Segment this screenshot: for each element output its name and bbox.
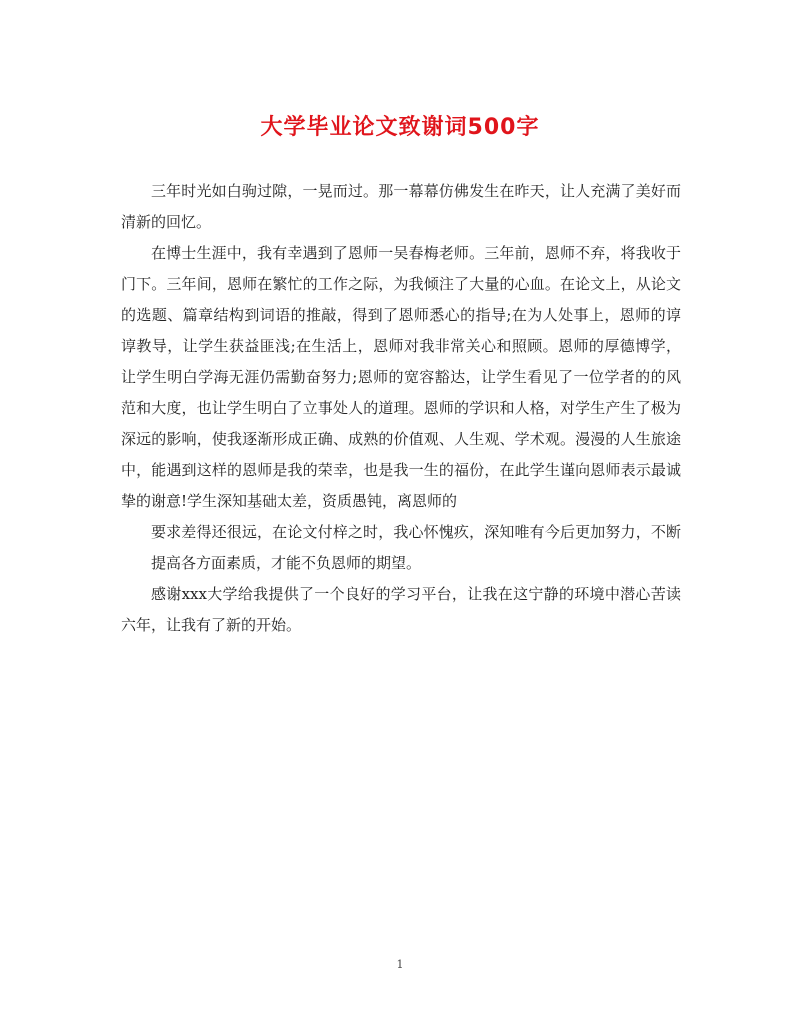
paragraph-4: 感谢xxx大学给我提供了一个良好的学习平台，让我在这宁静的环境中潜心苦读六年，让我有了新的开始。	[121, 585, 681, 634]
document-title: 大学毕业论文致谢词500字	[260, 115, 540, 140]
document-body	[121, 176, 681, 641]
page-number: 1	[396, 958, 404, 971]
paragraph-3: 要求差得还很远，在论文付梓之时，我心怀愧疚，深知唯有今后更加努力，不断提高各方面素质，才能不负恩师的期望。	[151, 523, 681, 572]
paragraph-1: 三年时光如白驹过隙，一晃而过。那一幕幕仿佛发生在昨天，让人充满了美好而清新的回忆。	[121, 182, 681, 231]
paragraph-2: 在博士生涯中，我有幸遇到了恩师一吴春梅老师。三年前，恩师不弃，将我收于门下。三年间，恩师在繁忙的工作之际，为我倾注了大量的心血。在论文上，从论文的选题、篇章结构到词语的推敲，得到了恩师悉心的指导;在为人处事上，恩师的谆谆教导，让学生获益匪浅;在生活上，恩师对我非常关心和照顾。恩师的厚德博学，让学生明白学海无涯仍需勤奋努力;恩师的宽容豁达，让学生看见了一位学者的的风范和大度，也让学生明白了立事处人的道理。恩师的学识和人格，对学生产生了极为深远的影响，使我逐渐形成正确、成熟的价值观、人生观、学术观。漫漫的人生旅途中，能遇到这样的恩师是我的荣幸，也是我一生的福份，在此学生谨向恩师表示最诚挚的谢意!学生深知基础太差，资质愚钝，离恩师的	[121, 244, 681, 510]
